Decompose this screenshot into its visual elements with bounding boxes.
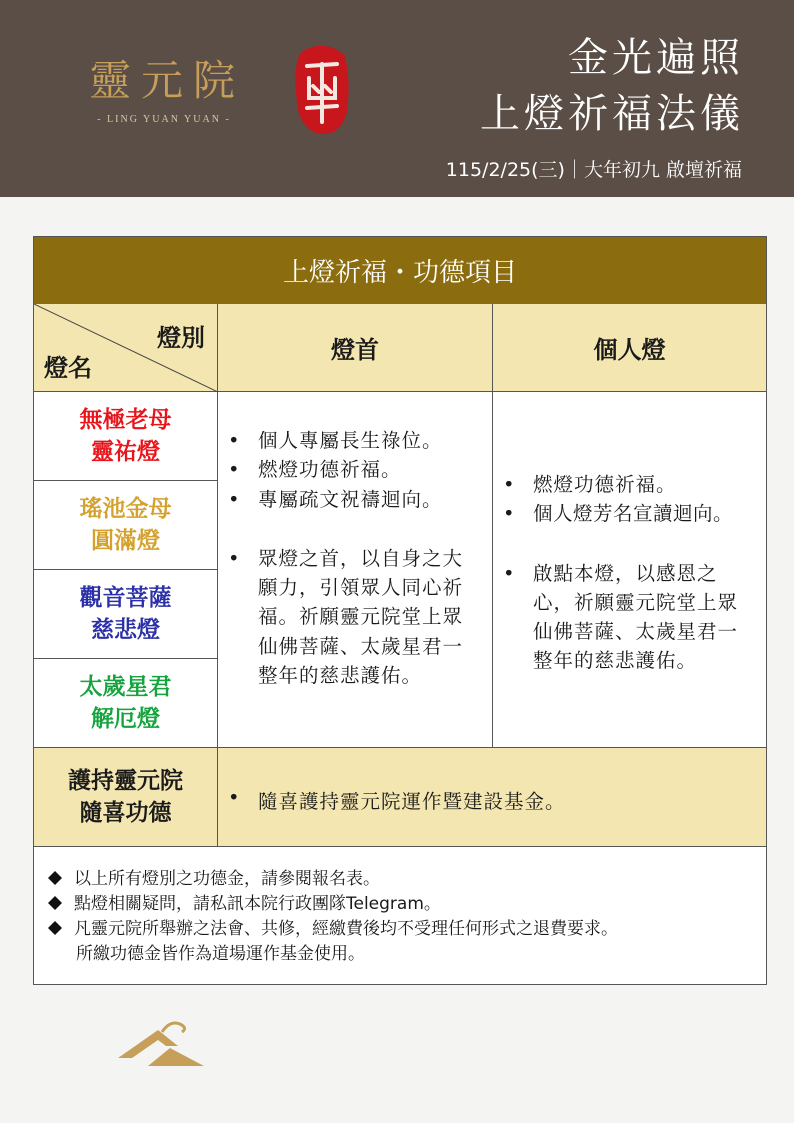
lamp-name-cell xyxy=(34,659,218,748)
note-text: 凡靈元院所舉辦之法會、共修，經繳費後均不受理任何形式之退費要求。 xyxy=(74,919,618,939)
header-diagonal-cell xyxy=(34,304,218,392)
note-item xyxy=(48,917,618,942)
benefit-item: • 專屬疏文祝禱迴向。 xyxy=(218,485,493,514)
benefit-item: • 個人燈芳名宣讀迴向。 xyxy=(493,499,766,528)
note-item xyxy=(48,867,380,892)
benefit-item: • 個人專屬長生祿位。 xyxy=(218,426,493,455)
header-lamp-name: 燈名 xyxy=(44,354,92,382)
support-label-line1: 護持靈元院 xyxy=(68,767,183,794)
benefit-item: • 燃燈功德祈福。 xyxy=(493,470,766,499)
lamp-name-cell xyxy=(34,392,218,481)
note-text: 點燈相關疑問，請私訊本院行政團隊Telegram。 xyxy=(74,894,441,914)
diamond-bullet-icon xyxy=(48,921,62,935)
personal-lamp-benefits xyxy=(493,392,766,748)
lamp-name-line2: 圓滿燈 xyxy=(91,528,160,554)
lamp-name-line2: 解厄燈 xyxy=(91,706,160,732)
seal-stamp-icon xyxy=(289,42,353,138)
header-lamp-type: 燈別 xyxy=(157,324,205,352)
note-item-continued: 所繳功德金皆作為道場運作基金使用。 xyxy=(76,944,365,964)
support-label-cell xyxy=(34,748,218,847)
lamp-name-cell xyxy=(34,481,218,570)
lamp-name-line1: 瑤池金母 xyxy=(79,495,172,522)
org-name: 靈元院 xyxy=(88,56,245,105)
event-title-line1: 金光遍照 xyxy=(568,35,744,81)
mountain-logo-icon xyxy=(118,1018,204,1068)
lamp-name-line1: 無極老母 xyxy=(79,406,172,433)
support-description-cell xyxy=(218,748,766,847)
lamp-name-line1: 觀音菩薩 xyxy=(79,584,172,611)
col-header-lamp-head: 燈首 xyxy=(218,304,493,392)
note-item xyxy=(48,892,441,917)
lamp-name-line1: 太歲星君 xyxy=(79,673,172,700)
diamond-bullet-icon xyxy=(48,871,62,885)
benefit-item: • 眾燈之首，以自身之大願力，引領眾人同心祈福。祈願靈元院堂上眾仙佛菩薩、太歲星君一整年的慈悲護佑。 xyxy=(218,544,493,690)
event-date: 115/2/25(三)｜大年初九 啟壇祈福 xyxy=(445,159,742,181)
lamp-name-line2: 慈悲燈 xyxy=(91,617,160,643)
table-title: 上燈祈福・功德項目 xyxy=(34,237,766,305)
event-title-line2: 上燈祈福法儀 xyxy=(480,91,744,137)
benefit-item: • 燃燈功德祈福。 xyxy=(218,455,493,484)
benefit-item: • 啟點本燈，以感恩之心，祈願靈元院堂上眾仙佛菩薩、太歲星君一整年的慈悲護佑。 xyxy=(493,559,766,676)
page-header xyxy=(0,0,794,197)
org-logo xyxy=(74,58,254,125)
org-name-en: - LING YUAN YUAN - xyxy=(97,114,231,126)
notes-section xyxy=(34,847,766,984)
support-item: • 隨喜護持靈元院運作暨建設基金。 xyxy=(218,786,758,814)
merit-table xyxy=(33,236,767,985)
diamond-bullet-icon xyxy=(48,896,62,910)
note-text: 以上所有燈別之功德金，請參閱報名表。 xyxy=(74,869,380,889)
lamp-name-cell xyxy=(34,570,218,659)
support-label-line2: 隨喜功德 xyxy=(79,800,172,826)
lamp-name-line2: 靈祐燈 xyxy=(91,439,160,465)
col-header-personal-lamp: 個人燈 xyxy=(493,304,766,392)
lamp-head-benefits xyxy=(218,392,493,748)
